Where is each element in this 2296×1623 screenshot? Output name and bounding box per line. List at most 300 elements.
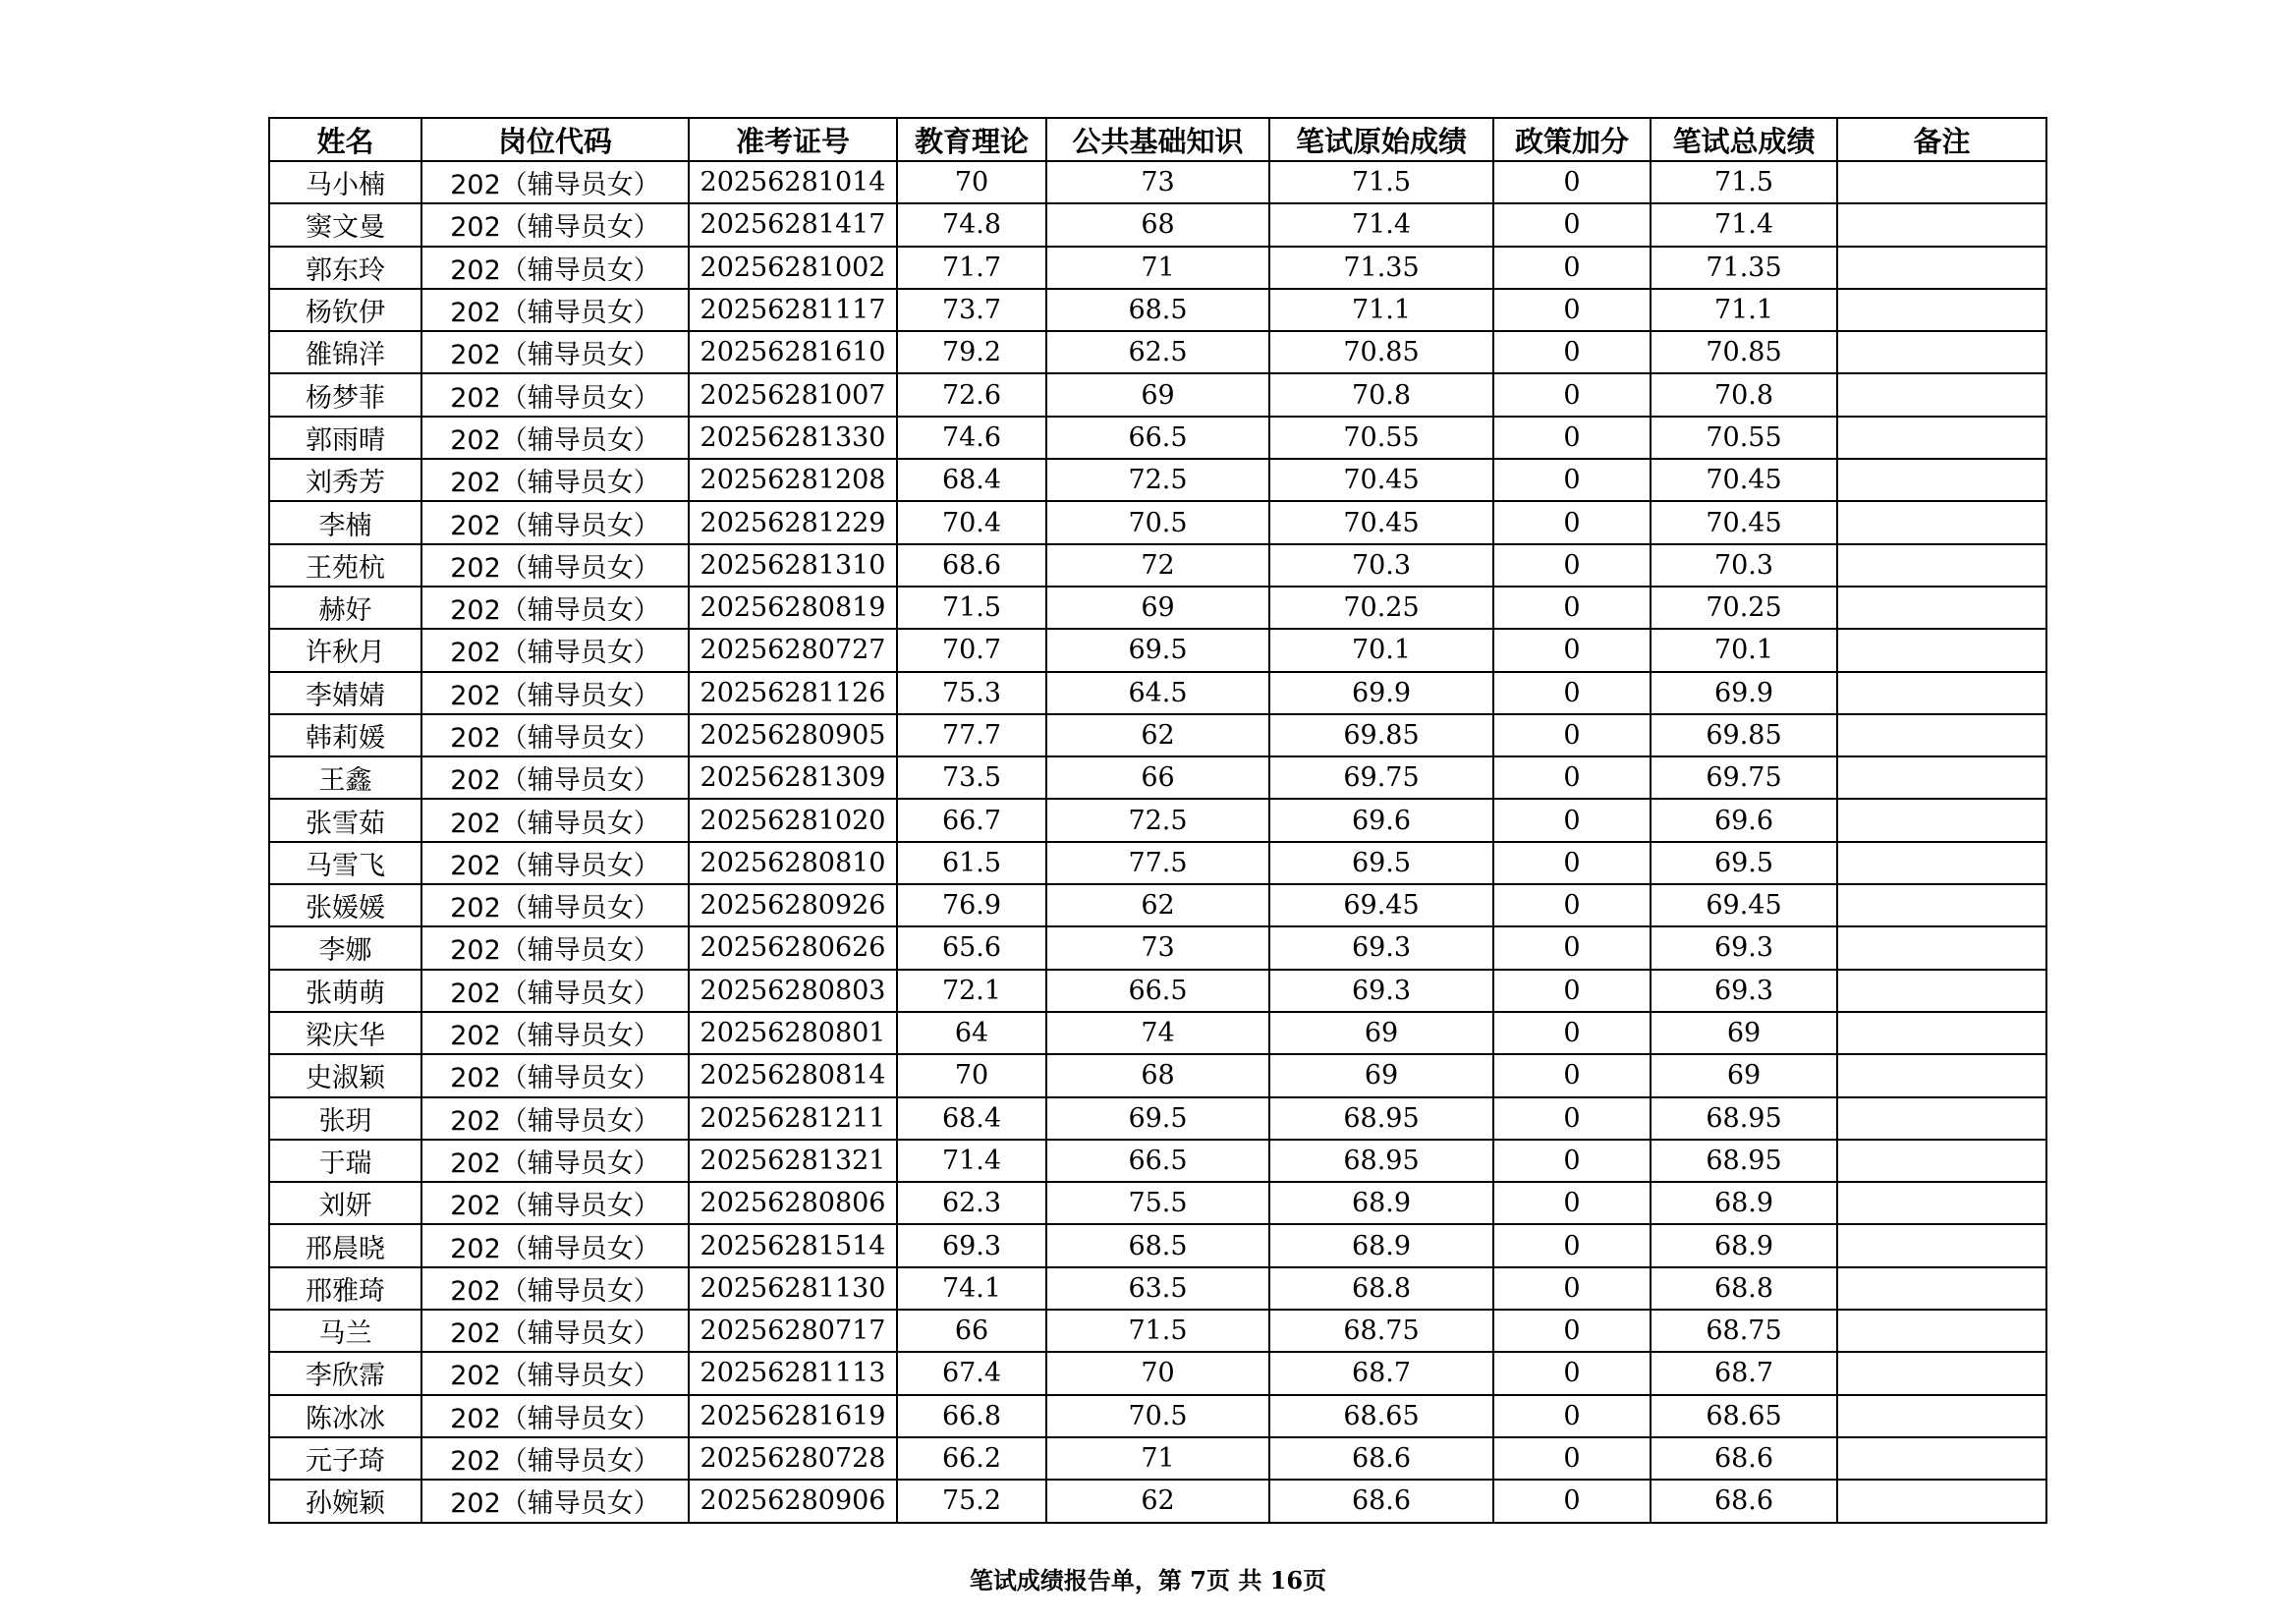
table-row [269,1097,2046,1140]
table-header [269,118,2046,161]
cell-name: 李婧婧 [269,672,421,714]
cell-public-knowledge: 72.5 [1046,799,1269,841]
table-row [269,247,2046,289]
cell-total-score: 69.85 [1651,714,1837,756]
cell-raw-score: 69.3 [1269,970,1493,1012]
cell-raw-score: 70.8 [1269,373,1493,416]
cell-education-theory: 65.6 [897,926,1046,969]
cell-position-code: 202（辅导员女） [421,970,689,1012]
cell-policy-bonus: 0 [1493,544,1651,587]
cell-position-code: 202（辅导员女） [421,926,689,969]
cell-ticket-number: 20256280905 [689,714,897,756]
table-row [269,1267,2046,1310]
cell-name: 陈冰冰 [269,1395,421,1437]
table-row [269,373,2046,416]
cell-remarks [1837,1480,2046,1522]
cell-policy-bonus: 0 [1493,1097,1651,1140]
cell-name: 雒锦洋 [269,331,421,373]
cell-public-knowledge: 68 [1046,203,1269,246]
cell-name: 梁庆华 [269,1012,421,1054]
cell-remarks [1837,1310,2046,1352]
cell-total-score: 69.45 [1651,884,1837,926]
cell-position-code: 202（辅导员女） [421,544,689,587]
table-row [269,203,2046,246]
cell-position-code: 202（辅导员女） [421,1395,689,1437]
cell-raw-score: 71.5 [1269,161,1493,203]
cell-education-theory: 66.8 [897,1395,1046,1437]
cell-policy-bonus: 0 [1493,1267,1651,1310]
cell-position-code: 202（辅导员女） [421,1012,689,1054]
cell-name: 马兰 [269,1310,421,1352]
cell-raw-score: 69.85 [1269,714,1493,756]
cell-public-knowledge: 66.5 [1046,970,1269,1012]
cell-remarks [1837,373,2046,416]
cell-raw-score: 69 [1269,1054,1493,1096]
cell-raw-score: 70.45 [1269,459,1493,501]
cell-ticket-number: 20256281211 [689,1097,897,1140]
cell-remarks [1837,459,2046,501]
cell-policy-bonus: 0 [1493,161,1651,203]
cell-ticket-number: 20256281309 [689,756,897,799]
cell-ticket-number: 20256281417 [689,203,897,246]
cell-position-code: 202（辅导员女） [421,672,689,714]
cell-policy-bonus: 0 [1493,884,1651,926]
cell-remarks [1837,1437,2046,1480]
cell-education-theory: 75.2 [897,1480,1046,1522]
cell-education-theory: 68.6 [897,544,1046,587]
cell-public-knowledge: 71.5 [1046,1310,1269,1352]
cell-ticket-number: 20256280728 [689,1437,897,1480]
cell-education-theory: 70 [897,161,1046,203]
cell-public-knowledge: 68.5 [1046,1224,1269,1266]
cell-policy-bonus: 0 [1493,1480,1651,1522]
cell-public-knowledge: 62 [1046,1480,1269,1522]
cell-remarks [1837,756,2046,799]
cell-ticket-number: 20256281330 [689,417,897,459]
cell-name: 张玥 [269,1097,421,1140]
cell-public-knowledge: 64.5 [1046,672,1269,714]
cell-public-knowledge: 62 [1046,884,1269,926]
cell-position-code: 202（辅导员女） [421,1480,689,1522]
table-row [269,884,2046,926]
cell-total-score: 70.45 [1651,501,1837,543]
cell-education-theory: 74.1 [897,1267,1046,1310]
cell-name: 窦文曼 [269,203,421,246]
cell-remarks [1837,289,2046,331]
cell-ticket-number: 20256280810 [689,842,897,884]
cell-raw-score: 68.95 [1269,1097,1493,1140]
cell-raw-score: 69 [1269,1012,1493,1054]
cell-policy-bonus: 0 [1493,501,1651,543]
cell-education-theory: 66 [897,1310,1046,1352]
cell-public-knowledge: 72 [1046,544,1269,587]
cell-public-knowledge: 71 [1046,247,1269,289]
cell-education-theory: 67.4 [897,1352,1046,1394]
cell-total-score: 69.75 [1651,756,1837,799]
cell-policy-bonus: 0 [1493,970,1651,1012]
table-row [269,756,2046,799]
cell-name: 张萌萌 [269,970,421,1012]
table-row [269,1012,2046,1054]
cell-remarks [1837,970,2046,1012]
cell-total-score: 71.5 [1651,161,1837,203]
cell-policy-bonus: 0 [1493,842,1651,884]
cell-education-theory: 72.1 [897,970,1046,1012]
cell-policy-bonus: 0 [1493,926,1651,969]
cell-education-theory: 69.3 [897,1224,1046,1266]
table-row [269,970,2046,1012]
cell-position-code: 202（辅导员女） [421,1054,689,1096]
cell-policy-bonus: 0 [1493,1395,1651,1437]
cell-raw-score: 69.45 [1269,884,1493,926]
cell-public-knowledge: 72.5 [1046,459,1269,501]
cell-ticket-number: 20256280626 [689,926,897,969]
header-public-knowledge: 公共基础知识 [1046,118,1269,161]
cell-policy-bonus: 0 [1493,417,1651,459]
table-row [269,1054,2046,1096]
cell-total-score: 68.6 [1651,1480,1837,1522]
cell-position-code: 202（辅导员女） [421,161,689,203]
cell-policy-bonus: 0 [1493,247,1651,289]
cell-ticket-number: 20256280727 [689,629,897,671]
table-row [269,501,2046,543]
cell-total-score: 70.45 [1651,459,1837,501]
cell-ticket-number: 20256281014 [689,161,897,203]
cell-raw-score: 68.7 [1269,1352,1493,1394]
cell-ticket-number: 20256280819 [689,587,897,629]
cell-remarks [1837,247,2046,289]
table-row [269,417,2046,459]
header-policy-bonus: 政策加分 [1493,118,1651,161]
cell-remarks [1837,799,2046,841]
cell-remarks [1837,1352,2046,1394]
table-row [269,1140,2046,1182]
cell-total-score: 69.6 [1651,799,1837,841]
cell-total-score: 69 [1651,1054,1837,1096]
cell-ticket-number: 20256280801 [689,1012,897,1054]
cell-public-knowledge: 69 [1046,373,1269,416]
cell-total-score: 68.95 [1651,1097,1837,1140]
cell-remarks [1837,629,2046,671]
cell-position-code: 202（辅导员女） [421,1437,689,1480]
cell-education-theory: 72.6 [897,373,1046,416]
cell-remarks [1837,1012,2046,1054]
cell-public-knowledge: 66 [1046,756,1269,799]
cell-position-code: 202（辅导员女） [421,756,689,799]
table-row [269,289,2046,331]
cell-remarks [1837,1054,2046,1096]
cell-ticket-number: 20256280717 [689,1310,897,1352]
cell-position-code: 202（辅导员女） [421,247,689,289]
cell-position-code: 202（辅导员女） [421,203,689,246]
header-ticket-number: 准考证号 [689,118,897,161]
cell-name: 马雪飞 [269,842,421,884]
cell-name: 史淑颖 [269,1054,421,1096]
table-row [269,714,2046,756]
cell-public-knowledge: 70.5 [1046,501,1269,543]
cell-policy-bonus: 0 [1493,1054,1651,1096]
cell-position-code: 202（辅导员女） [421,459,689,501]
header-position-code: 岗位代码 [421,118,689,161]
cell-name: 张媛媛 [269,884,421,926]
cell-total-score: 68.9 [1651,1182,1837,1224]
cell-education-theory: 68.4 [897,1097,1046,1140]
cell-position-code: 202（辅导员女） [421,1140,689,1182]
cell-education-theory: 75.3 [897,672,1046,714]
cell-raw-score: 68.9 [1269,1224,1493,1266]
cell-name: 马小楠 [269,161,421,203]
cell-total-score: 71.35 [1651,247,1837,289]
cell-position-code: 202（辅导员女） [421,373,689,416]
cell-total-score: 68.95 [1651,1140,1837,1182]
cell-position-code: 202（辅导员女） [421,1224,689,1266]
cell-policy-bonus: 0 [1493,1224,1651,1266]
cell-total-score: 68.8 [1651,1267,1837,1310]
cell-education-theory: 61.5 [897,842,1046,884]
cell-public-knowledge: 66.5 [1046,417,1269,459]
cell-raw-score: 70.45 [1269,501,1493,543]
cell-total-score: 71.4 [1651,203,1837,246]
cell-public-knowledge: 73 [1046,926,1269,969]
cell-name: 许秋月 [269,629,421,671]
cell-policy-bonus: 0 [1493,331,1651,373]
cell-education-theory: 73.7 [897,289,1046,331]
cell-remarks [1837,417,2046,459]
cell-ticket-number: 20256281126 [689,672,897,714]
page-footer: 笔试成绩报告单，第 7页 共 16页 [969,1566,1327,1595]
cell-policy-bonus: 0 [1493,1012,1651,1054]
cell-ticket-number: 20256281619 [689,1395,897,1437]
cell-remarks [1837,926,2046,969]
cell-remarks [1837,587,2046,629]
cell-remarks [1837,1140,2046,1182]
cell-name: 杨梦菲 [269,373,421,416]
cell-policy-bonus: 0 [1493,587,1651,629]
cell-education-theory: 71.7 [897,247,1046,289]
score-table [268,117,2047,1524]
cell-name: 邢晨晓 [269,1224,421,1266]
cell-total-score: 70.8 [1651,373,1837,416]
cell-education-theory: 70.7 [897,629,1046,671]
cell-raw-score: 69.5 [1269,842,1493,884]
cell-ticket-number: 20256281514 [689,1224,897,1266]
cell-public-knowledge: 73 [1046,161,1269,203]
table-row [269,1352,2046,1394]
table-row [269,1437,2046,1480]
cell-remarks [1837,884,2046,926]
cell-education-theory: 74.8 [897,203,1046,246]
cell-raw-score: 68.95 [1269,1140,1493,1182]
cell-position-code: 202（辅导员女） [421,331,689,373]
cell-policy-bonus: 0 [1493,1310,1651,1352]
cell-name: 杨钦伊 [269,289,421,331]
table-row [269,1182,2046,1224]
cell-remarks [1837,161,2046,203]
cell-name: 李楠 [269,501,421,543]
cell-raw-score: 70.3 [1269,544,1493,587]
cell-raw-score: 68.75 [1269,1310,1493,1352]
cell-position-code: 202（辅导员女） [421,1352,689,1394]
cell-name: 王鑫 [269,756,421,799]
cell-policy-bonus: 0 [1493,756,1651,799]
cell-policy-bonus: 0 [1493,714,1651,756]
cell-education-theory: 68.4 [897,459,1046,501]
cell-ticket-number: 20256280806 [689,1182,897,1224]
cell-total-score: 68.65 [1651,1395,1837,1437]
header-row [269,118,2046,161]
cell-remarks [1837,501,2046,543]
cell-public-knowledge: 70 [1046,1352,1269,1394]
cell-remarks [1837,1182,2046,1224]
cell-name: 韩莉媛 [269,714,421,756]
table-row [269,799,2046,841]
cell-public-knowledge: 62.5 [1046,331,1269,373]
cell-public-knowledge: 69 [1046,587,1269,629]
cell-total-score: 69 [1651,1012,1837,1054]
cell-position-code: 202（辅导员女） [421,1182,689,1224]
table-body [269,161,2046,1523]
cell-name: 刘秀芳 [269,459,421,501]
cell-policy-bonus: 0 [1493,1182,1651,1224]
cell-total-score: 69.5 [1651,842,1837,884]
table-row [269,459,2046,501]
cell-raw-score: 70.1 [1269,629,1493,671]
cell-ticket-number: 20256281020 [689,799,897,841]
header-total-score: 笔试总成绩 [1651,118,1837,161]
cell-ticket-number: 20256281002 [689,247,897,289]
cell-education-theory: 73.5 [897,756,1046,799]
cell-total-score: 69.9 [1651,672,1837,714]
cell-raw-score: 71.4 [1269,203,1493,246]
cell-public-knowledge: 69.5 [1046,629,1269,671]
cell-raw-score: 71.35 [1269,247,1493,289]
table-row [269,1480,2046,1522]
cell-total-score: 70.3 [1651,544,1837,587]
cell-raw-score: 68.8 [1269,1267,1493,1310]
cell-name: 郭东玲 [269,247,421,289]
cell-education-theory: 71.5 [897,587,1046,629]
cell-raw-score: 70.85 [1269,331,1493,373]
cell-raw-score: 69.3 [1269,926,1493,969]
cell-education-theory: 62.3 [897,1182,1046,1224]
cell-ticket-number: 20256281610 [689,331,897,373]
cell-remarks [1837,1224,2046,1266]
cell-remarks [1837,331,2046,373]
cell-total-score: 68.7 [1651,1352,1837,1394]
cell-education-theory: 79.2 [897,331,1046,373]
cell-name: 刘妍 [269,1182,421,1224]
cell-remarks [1837,672,2046,714]
cell-remarks [1837,1395,2046,1437]
cell-total-score: 68.6 [1651,1437,1837,1480]
table-row [269,331,2046,373]
cell-total-score: 70.55 [1651,417,1837,459]
cell-public-knowledge: 63.5 [1046,1267,1269,1310]
cell-raw-score: 68.6 [1269,1480,1493,1522]
table-row [269,1310,2046,1352]
cell-ticket-number: 20256280906 [689,1480,897,1522]
cell-ticket-number: 20256281130 [689,1267,897,1310]
cell-name: 孙婉颖 [269,1480,421,1522]
cell-raw-score: 68.6 [1269,1437,1493,1480]
cell-raw-score: 69.6 [1269,799,1493,841]
cell-education-theory: 70 [897,1054,1046,1096]
cell-position-code: 202（辅导员女） [421,629,689,671]
cell-total-score: 69.3 [1651,970,1837,1012]
cell-ticket-number: 20256281321 [689,1140,897,1182]
cell-policy-bonus: 0 [1493,1352,1651,1394]
cell-policy-bonus: 0 [1493,799,1651,841]
cell-public-knowledge: 68.5 [1046,289,1269,331]
cell-policy-bonus: 0 [1493,459,1651,501]
cell-total-score: 70.25 [1651,587,1837,629]
cell-education-theory: 71.4 [897,1140,1046,1182]
cell-total-score: 68.75 [1651,1310,1837,1352]
table-row [269,161,2046,203]
header-name: 姓名 [269,118,421,161]
cell-ticket-number: 20256281208 [689,459,897,501]
cell-position-code: 202（辅导员女） [421,714,689,756]
cell-remarks [1837,203,2046,246]
cell-position-code: 202（辅导员女） [421,1310,689,1352]
table-row [269,1224,2046,1266]
cell-public-knowledge: 69.5 [1046,1097,1269,1140]
cell-ticket-number: 20256281117 [689,289,897,331]
cell-education-theory: 64 [897,1012,1046,1054]
cell-raw-score: 70.55 [1269,417,1493,459]
cell-public-knowledge: 62 [1046,714,1269,756]
cell-position-code: 202（辅导员女） [421,501,689,543]
cell-policy-bonus: 0 [1493,672,1651,714]
table-row [269,842,2046,884]
cell-name: 王苑杭 [269,544,421,587]
cell-education-theory: 77.7 [897,714,1046,756]
cell-raw-score: 71.1 [1269,289,1493,331]
cell-policy-bonus: 0 [1493,289,1651,331]
cell-public-knowledge: 66.5 [1046,1140,1269,1182]
cell-remarks [1837,714,2046,756]
cell-raw-score: 68.65 [1269,1395,1493,1437]
header-remarks: 备注 [1837,118,2046,161]
header-raw-score: 笔试原始成绩 [1269,118,1493,161]
cell-public-knowledge: 68 [1046,1054,1269,1096]
cell-raw-score: 69.9 [1269,672,1493,714]
cell-public-knowledge: 71 [1046,1437,1269,1480]
cell-policy-bonus: 0 [1493,629,1651,671]
cell-public-knowledge: 77.5 [1046,842,1269,884]
cell-ticket-number: 20256281113 [689,1352,897,1394]
cell-ticket-number: 20256281310 [689,544,897,587]
cell-public-knowledge: 70.5 [1046,1395,1269,1437]
cell-name: 元子琦 [269,1437,421,1480]
table-row [269,544,2046,587]
cell-position-code: 202（辅导员女） [421,587,689,629]
cell-policy-bonus: 0 [1493,1437,1651,1480]
cell-remarks [1837,544,2046,587]
cell-total-score: 70.1 [1651,629,1837,671]
cell-ticket-number: 20256281007 [689,373,897,416]
cell-ticket-number: 20256280803 [689,970,897,1012]
cell-total-score: 71.1 [1651,289,1837,331]
cell-education-theory: 66.7 [897,799,1046,841]
cell-policy-bonus: 0 [1493,203,1651,246]
cell-education-theory: 66.2 [897,1437,1046,1480]
cell-total-score: 69.3 [1651,926,1837,969]
cell-position-code: 202（辅导员女） [421,417,689,459]
cell-raw-score: 68.9 [1269,1182,1493,1224]
table-row [269,587,2046,629]
cell-ticket-number: 20256280926 [689,884,897,926]
